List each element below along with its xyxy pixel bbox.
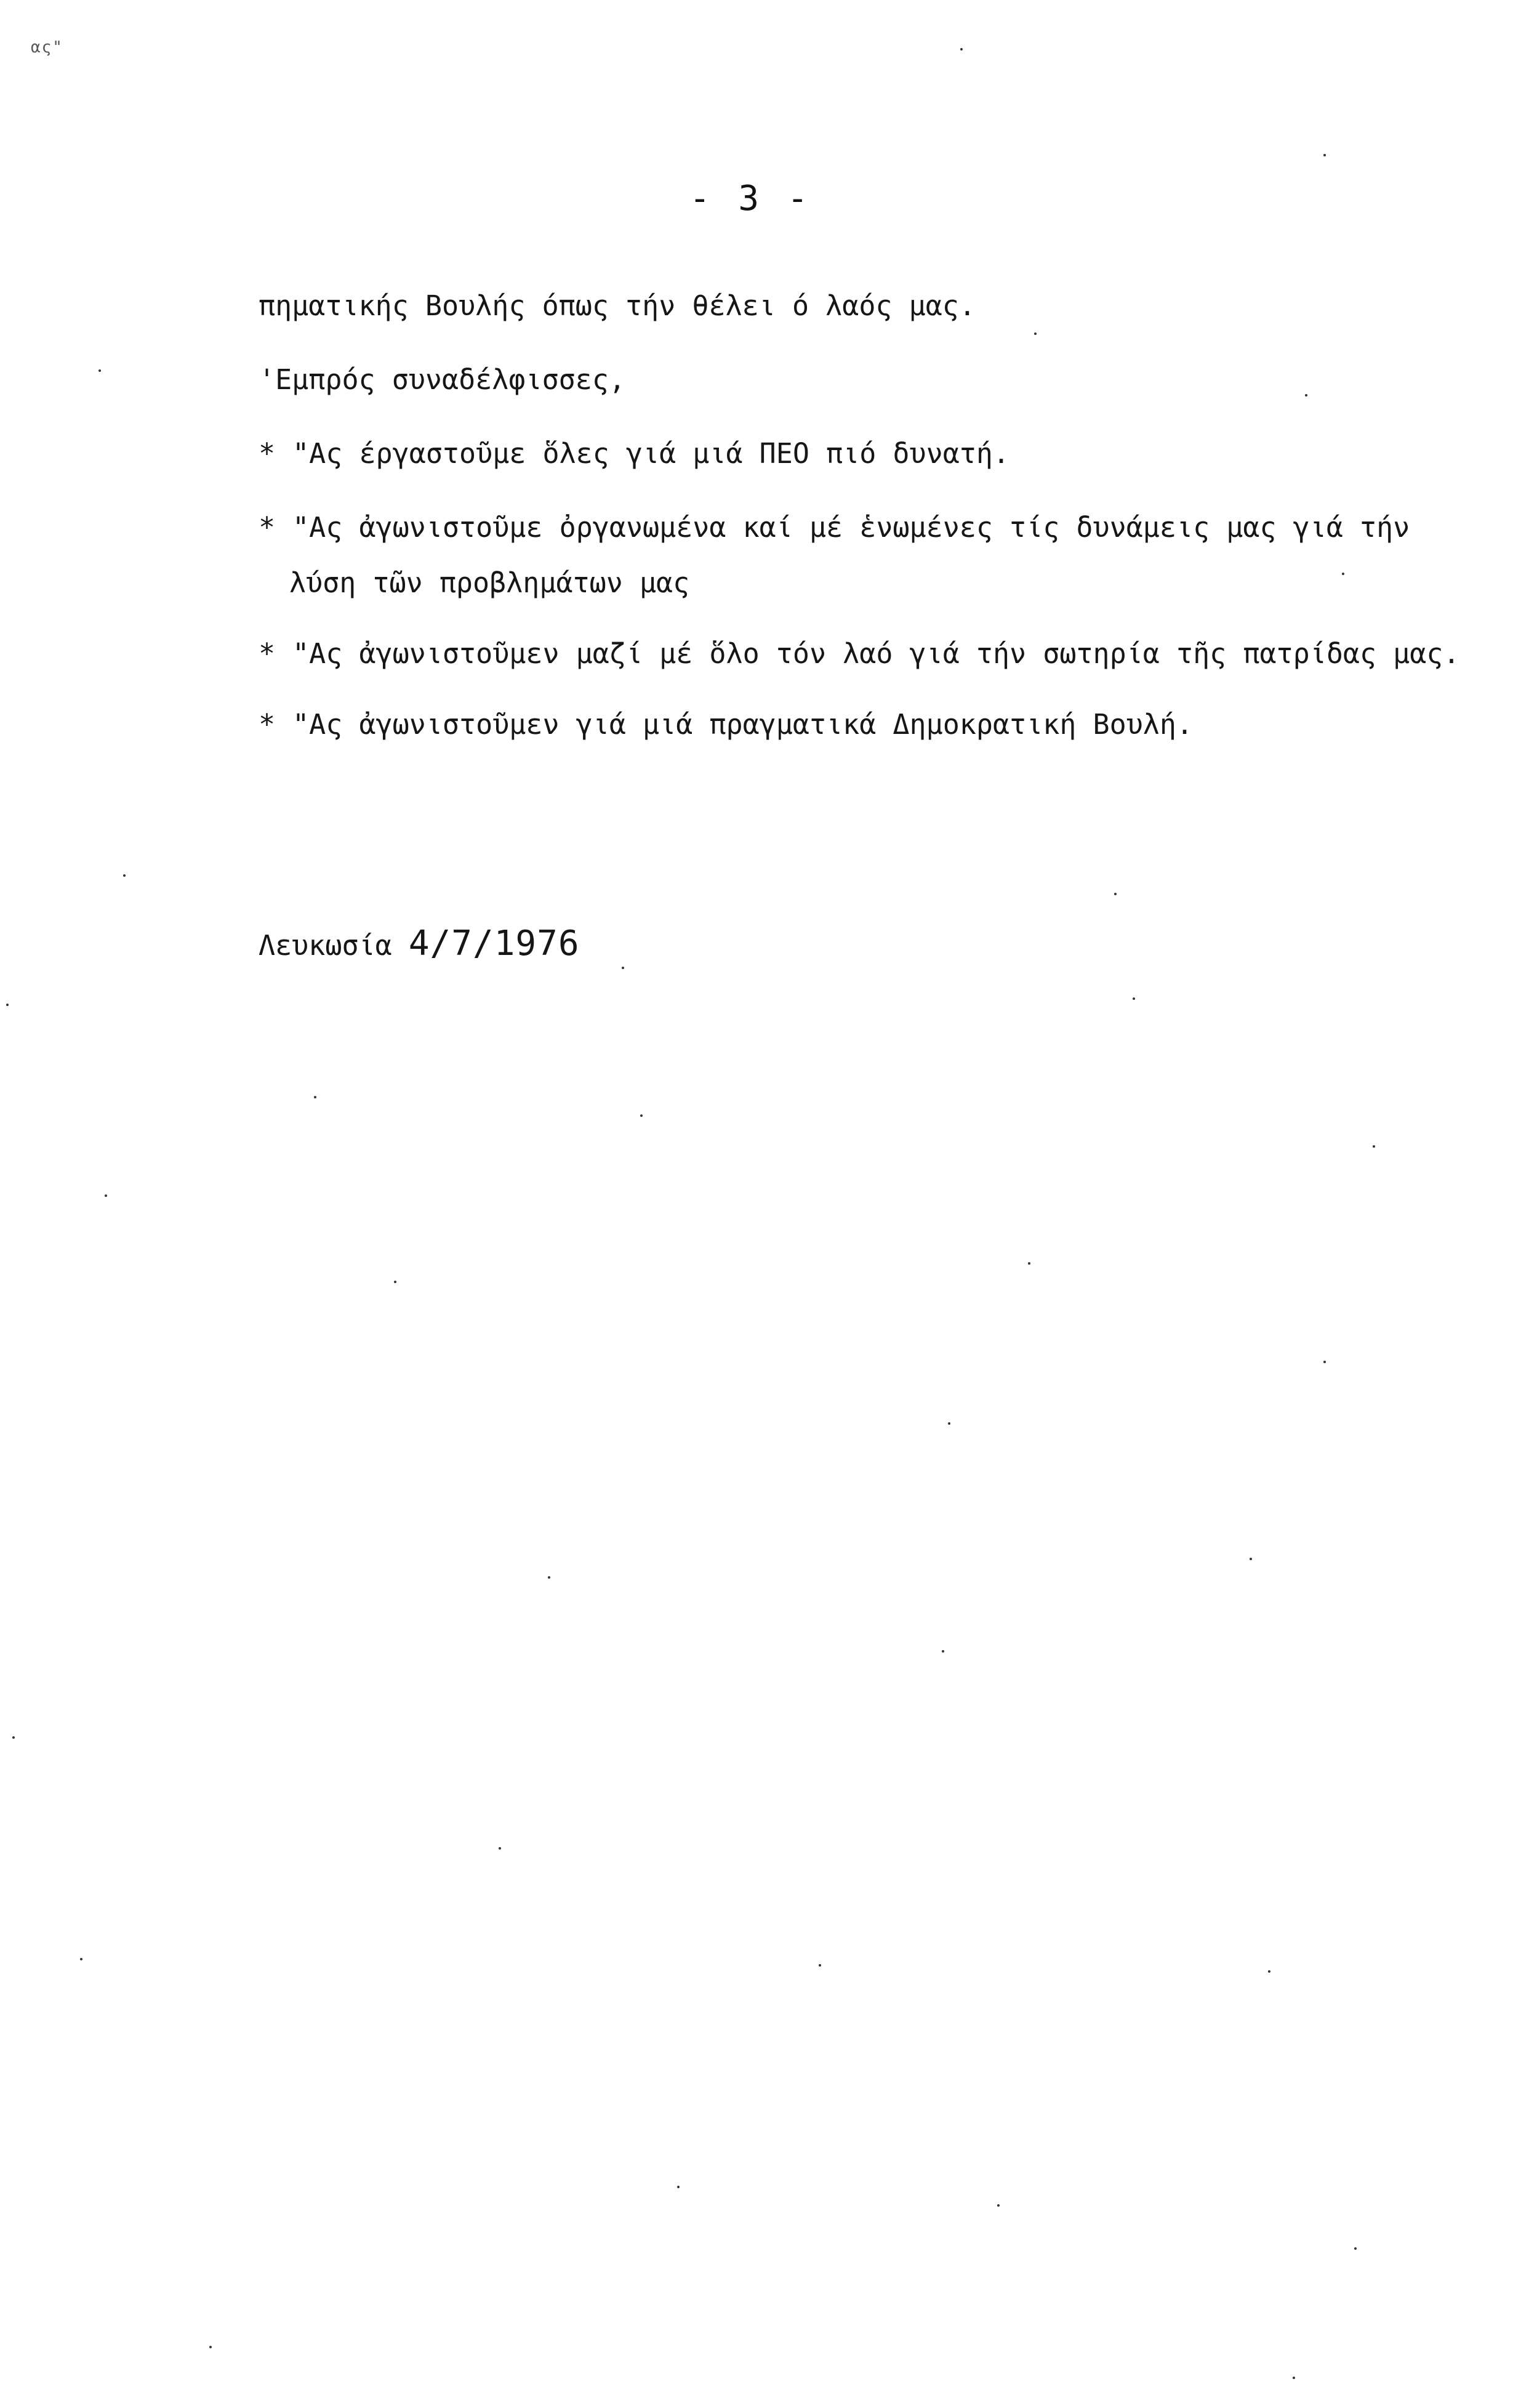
scan-speck [1133, 997, 1135, 1000]
scan-speck [209, 2346, 212, 2348]
bullet-line-3 [259, 637, 1460, 670]
scan-speck [1293, 2377, 1295, 2379]
bullet-line-4 [259, 708, 1193, 741]
corner-mark: ας" [31, 38, 63, 57]
scan-speck [819, 1964, 821, 1967]
asterisk-bullet: * [259, 511, 276, 544]
scan-speck [1354, 2247, 1357, 2250]
scan-speck [1305, 394, 1307, 397]
bullet-text-3: "Ας ἀγωνιστοῦμεν μαζί μέ ὅλο τόν λαό γιά τήν σωτηρία τῆς πατρίδας μας. [292, 637, 1460, 670]
document-date: 4/7/1976 [408, 924, 580, 964]
scan-speck [98, 369, 101, 372]
bullet-text-2: "Ας ἀγωνιστοῦμε ὀργανωμένα καί μέ ἑνωμένες τίς δυνάμεις μας γιά τήν [292, 511, 1410, 544]
text-line-1: πηματικής Βουλής όπως τήν θέλει ό λαός μας. [259, 289, 976, 322]
scan-speck [6, 1004, 9, 1006]
scan-speck [1342, 573, 1344, 575]
scan-speck [105, 1194, 107, 1197]
bullet-line-2 [259, 511, 1410, 544]
place-and-date [259, 924, 580, 964]
scan-speck [1028, 1262, 1030, 1265]
scan-speck [677, 2186, 680, 2188]
scan-speck [1323, 1361, 1326, 1363]
page-number: - 3 - [689, 179, 812, 219]
scan-speck [314, 1096, 316, 1098]
asterisk-bullet: * [259, 437, 276, 470]
scan-speck [394, 1281, 396, 1283]
bullet-text-1: "Ας έργαστοῦμε ὅλες γιά μιά ΠΕΟ πιό δυνατή. [292, 437, 1010, 470]
scan-speck [997, 2204, 1000, 2207]
scan-speck [1250, 1558, 1252, 1560]
bullet-text-2-continued: λύση τῶν προβλημάτων μας [289, 566, 690, 599]
asterisk-bullet: * [259, 637, 276, 670]
scan-speck [948, 1422, 950, 1425]
text-line-2: 'Εμπρός συναδέλφισσες, [259, 363, 626, 396]
scan-speck [640, 1114, 643, 1117]
scan-speck [123, 874, 126, 877]
scan-speck [80, 1958, 82, 1960]
scan-speck [499, 1847, 501, 1850]
scan-speck [12, 1736, 15, 1739]
place-name: Λευκωσία [259, 929, 392, 962]
scan-speck [1034, 332, 1037, 335]
scan-speck [960, 48, 963, 50]
scan-speck [942, 1650, 944, 1653]
scan-speck [1268, 1970, 1270, 1973]
scan-speck [548, 1576, 550, 1579]
asterisk-bullet: * [259, 708, 276, 741]
scan-speck [1373, 1145, 1375, 1148]
bullet-line-1 [259, 437, 1009, 470]
scan-speck [1323, 154, 1326, 156]
scan-speck [1114, 893, 1117, 895]
bullet-text-4: "Ας ἀγωνιστοῦμεν γιά μιά πραγματικά Δημοκρατική Βουλή. [292, 708, 1194, 741]
scan-speck [622, 967, 624, 969]
